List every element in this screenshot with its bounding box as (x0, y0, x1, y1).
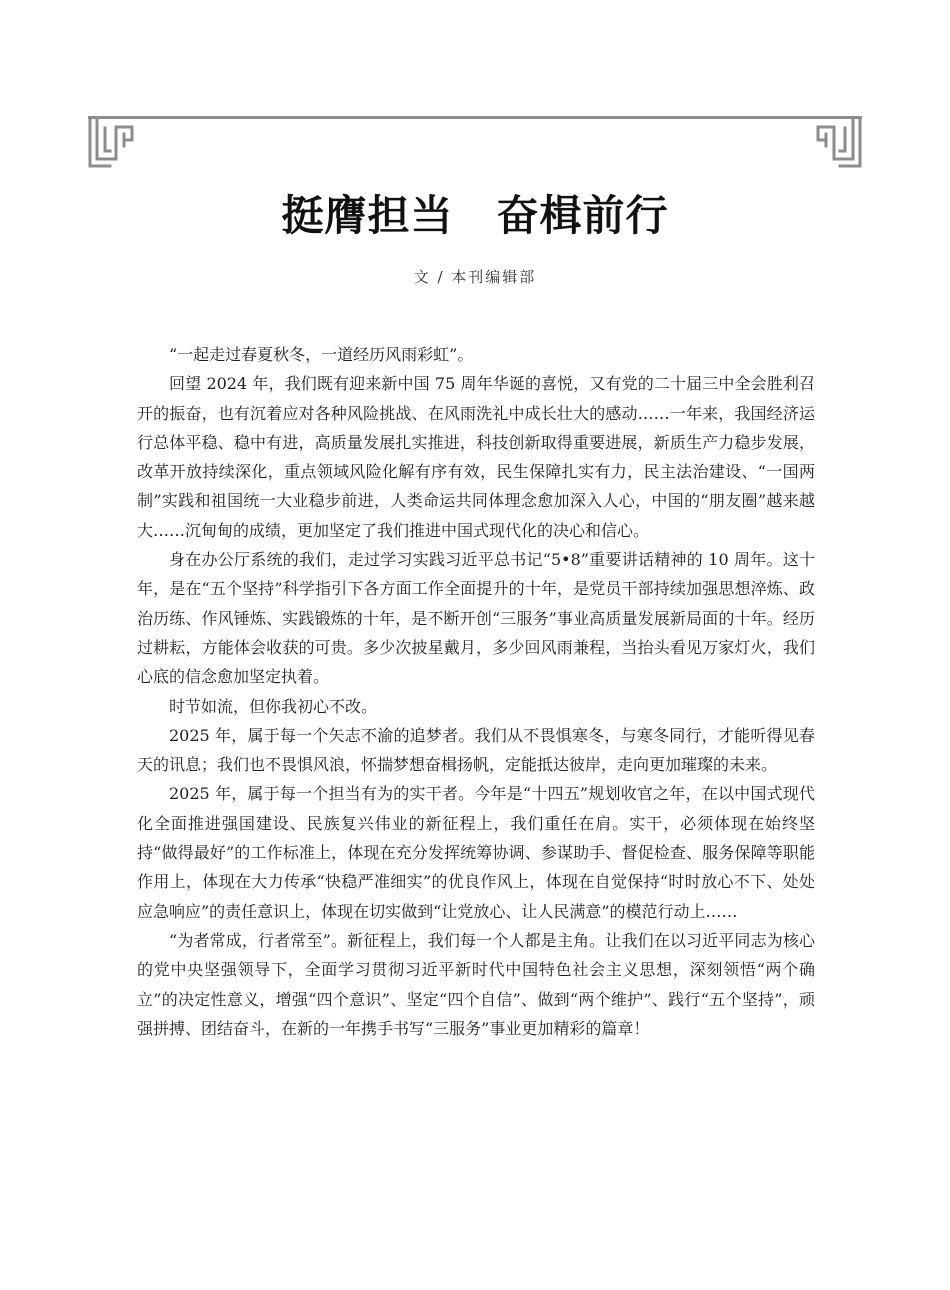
paragraph-3: 身在办公厅系统的我们，走过学习实践习近平总书记“5•8”重要讲话精神的 10 周年。这十年，是在“五个坚持”科学指引下各方面工作全面提升的十年，是党员干部持续加强思想淬炼、政治历练、作风锤炼、实践锻炼的十年，是不断开创“三服务”事业高质量发展新局面的十年。经历过耕耘，方能体会收获的可贵。多少次披星戴月，多少回风雨兼程，当抬头看见万家灯火，我们心底的信念愈加坚定执着。 (137, 550, 815, 687)
paragraph-1: “一起走过春夏秋冬，一道经历风雨彩虹”。 (169, 345, 474, 364)
paragraph-5: 2025 年，属于每一个矢志不渝的追梦者。我们从不畏惧寒冬，与寒冬同行，才能听得见春天的讯息；我们也不畏惧风浪，怀揣梦想奋楫扬帆，定能抵达彼岸，走向更加璀璨的未来。 (137, 725, 815, 775)
paragraph-6: 2025 年，属于每一个担当有为的实干者。今年是“十四五”规划收官之年，在以中国式现代化全面推进强国建设、民族复兴伟业的新征程上，我们重任在肩。实干，必须体现在始终坚持“做得最好”的工作标准上，体现在充分发挥统筹协调、参谋助手、督促检查、服务保障等职能作用上，体现在大力传承“快稳严准细实”的优良作风上，体现在自觉保持“时时放心不下、处处应急响应”的责任意识上，体现在切实做到“让党放心、让人民满意”的模范行动上…… (137, 784, 815, 921)
top-border-rule (88, 116, 862, 119)
article-title: 挺膺担当 奋楫前行 (281, 191, 669, 240)
right-fret-ornament-icon (814, 118, 862, 168)
paragraph-4: 时节如流，但你我初心不改。 (169, 696, 378, 716)
paragraph-7: “为者常成，行者常至”。新征程上，我们每一个人都是主角。让我们在以习近平同志为核心的党中央坚强领导下，全面学习贯彻习近平新时代中国特色社会主义思想，深刻领悟“两个确立”的决定性意义，增强“四个意识”、坚定“四个自信”、做到“两个维护”、践行“五个坚持”，顽强拼搏、团结奋斗，在新的一年携手书写“三服务”事业更加精彩的篇章！ (137, 930, 815, 1038)
article-byline: 文 / 本刊编辑部 (413, 268, 537, 286)
left-fret-ornament-icon (88, 118, 136, 168)
article-body (137, 340, 815, 1043)
paragraph-2: 回望 2024 年，我们既有迎来新中国 75 周年华诞的喜悦，又有党的二十届三中全会胜利召开的振奋，也有沉着应对各种风险挑战、在风雨洗礼中成长壮大的感动……一年来，我国经济运行总体平稳、稳中有进，高质量发展扎实推进，科技创新取得重要进展，新质生产力稳步发展，改革开放持续深化，重点领域风险化解有序有效，民生保障扎实有力，民主法治建设、“一国两制”实践和祖国统一大业稳步前进，人类命运共同体理念愈加深入人心，中国的“朋友圈”越来越大……沉甸甸的成绩，更加坚定了我们推进中国式现代化的决心和信心。 (137, 374, 815, 540)
